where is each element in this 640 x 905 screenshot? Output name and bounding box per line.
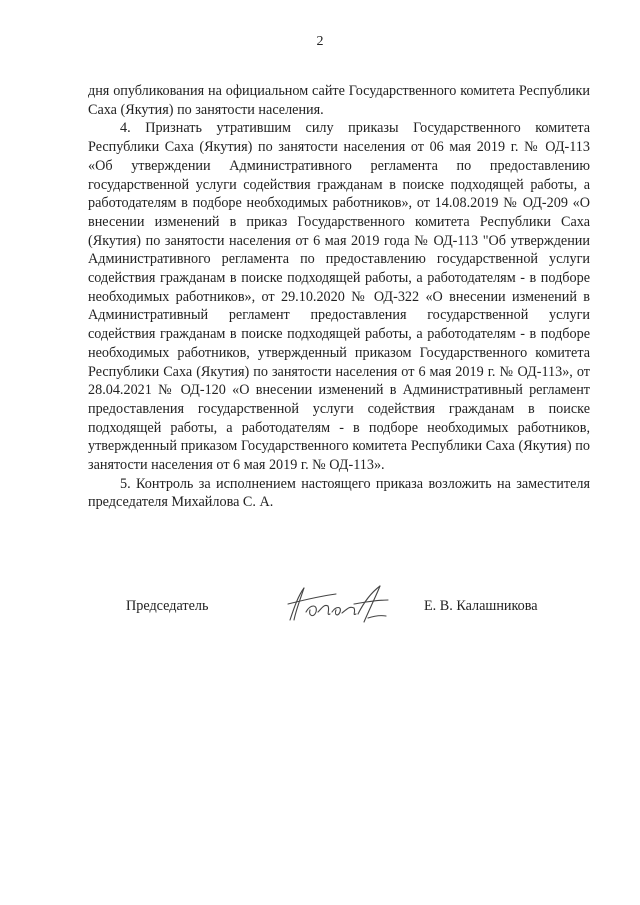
handwritten-signature [284,582,394,626]
paragraph-item-4: 4. Признать утратившим силу приказы Государственного комитета Республики Саха (Якутия) по занятости населения от 06 мая 2019 г. № ОД-113 «Об утверждении Административного регламента по предоставлению государственной услуги содействия гражданам в поиске подходящей работы, а работодателям в подборе необходимых работников», от 14.08.2019 № ОД-209 «О внесении изменений в приказ Государственного комитета Республики Саха (Якутия) по занятости населения от 6 мая 2019 года № ОД-113 "Об утверждении Административного регламента по предоставлению государственной услуги содействия гражданам в поиске подходящей работы, а работодателям - в подборе необходимых работников», от 29.10.2020 № ОД-322 «О внесении изменений в Административный регламент предоставления государственной услуги содействия гражданам в поиске подходящей работы, а работодателям - в подборе необходимых работников, утвержденный приказом Государственного комитета Республики Саха (Якутия) по занятости населения от 6 мая 2019 г. № ОД-113», от 28.04.2021 № ОД-120 «О внесении изменений в Административный регламент предоставления государственной услуги содействия гражданам в поиске подходящей работы, а работодателям - в подборе необходимых работников, утвержденный приказом Государственного комитета Республики Саха (Якутия) по занятости населения от 6 мая 2019 г. № ОД-113». [88,120,590,474]
document-body [88,82,590,512]
paragraph-continuation: дня опубликования на официальном сайте Государственного комитета Республики Саха (Якутия) по занятости населения. [88,83,590,118]
signatory-name: Е. В. Калашникова [424,598,538,614]
signatory-title: Председатель [126,598,209,614]
signature-block [0,582,640,632]
paragraph-item-5: 5. Контроль за исполнением настоящего приказа возложить на заместителя председателя Михайлова С. А. [88,475,590,511]
page-number: 2 [316,34,324,49]
